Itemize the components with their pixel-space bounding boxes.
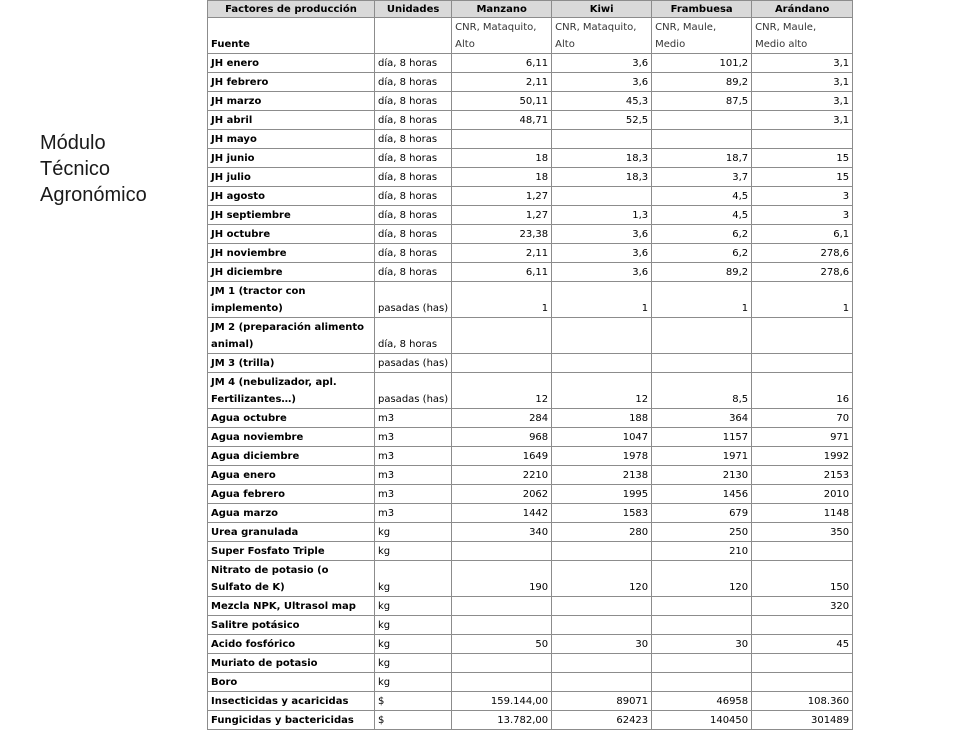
cell-manzano: 12 — [452, 373, 552, 409]
cell-unit: kg — [375, 616, 452, 635]
cell-kiwi: 62423 — [552, 711, 652, 730]
cell-kiwi — [552, 354, 652, 373]
cell-unit: día, 8 horas — [375, 263, 452, 282]
cell-label: Agua octubre — [208, 409, 375, 428]
cell-manzano: 50,11 — [452, 92, 552, 111]
cell-frambuesa: 8,5 — [652, 373, 752, 409]
table-row — [208, 466, 853, 485]
cell-arandano: 1148 — [752, 504, 853, 523]
cell-kiwi: 18,3 — [552, 168, 652, 187]
cell-kiwi: 3,6 — [552, 54, 652, 73]
header-kiwi: Kiwi — [552, 1, 652, 18]
source-arandano: CNR, Maule, Medio alto — [752, 18, 853, 54]
cell-label: JH julio — [208, 168, 375, 187]
cell-arandano — [752, 318, 853, 354]
cell-frambuesa: 679 — [652, 504, 752, 523]
cell-label: JH febrero — [208, 73, 375, 92]
cell-frambuesa — [652, 597, 752, 616]
table-row — [208, 447, 853, 466]
cell-arandano: 3 — [752, 206, 853, 225]
cell-label: JH diciembre — [208, 263, 375, 282]
table-row — [208, 409, 853, 428]
table-row — [208, 616, 853, 635]
cell-unit: pasadas (has) — [375, 282, 452, 318]
cell-manzano: 2,11 — [452, 73, 552, 92]
cell-manzano: 13.782,00 — [452, 711, 552, 730]
cell-arandano: 15 — [752, 168, 853, 187]
cell-manzano: 1649 — [452, 447, 552, 466]
cell-label: JM 3 (trilla) — [208, 354, 375, 373]
cell-label: JM 4 (nebulizador, apl. Fertilizantes…) — [208, 373, 375, 409]
cell-unit: kg — [375, 561, 452, 597]
cell-kiwi: 120 — [552, 561, 652, 597]
cell-manzano: 48,71 — [452, 111, 552, 130]
cell-kiwi: 3,6 — [552, 244, 652, 263]
cell-label: Agua noviembre — [208, 428, 375, 447]
table-row — [208, 168, 853, 187]
cell-label: Agua marzo — [208, 504, 375, 523]
cell-arandano — [752, 673, 853, 692]
table-row — [208, 542, 853, 561]
cell-arandano: 70 — [752, 409, 853, 428]
table-row — [208, 92, 853, 111]
cell-unit: día, 8 horas — [375, 130, 452, 149]
cell-manzano — [452, 542, 552, 561]
module-title-line-3: Agronómico — [40, 184, 147, 206]
source-kiwi: CNR, Mataquito, Alto — [552, 18, 652, 54]
cell-manzano: 50 — [452, 635, 552, 654]
cell-label: JH abril — [208, 111, 375, 130]
cell-arandano: 3 — [752, 187, 853, 206]
cell-frambuesa: 87,5 — [652, 92, 752, 111]
cell-label: Muriato de potasio — [208, 654, 375, 673]
cell-arandano: 971 — [752, 428, 853, 447]
cell-frambuesa: 364 — [652, 409, 752, 428]
cell-frambuesa — [652, 318, 752, 354]
cell-arandano: 3,1 — [752, 54, 853, 73]
source-frambuesa: CNR, Maule, Medio — [652, 18, 752, 54]
cell-kiwi: 1978 — [552, 447, 652, 466]
cell-kiwi: 1047 — [552, 428, 652, 447]
cell-arandano: 301489 — [752, 711, 853, 730]
cell-kiwi: 30 — [552, 635, 652, 654]
cell-manzano: 159.144,00 — [452, 692, 552, 711]
cell-arandano: 3,1 — [752, 92, 853, 111]
cell-kiwi: 18,3 — [552, 149, 652, 168]
cell-label: JM 2 (preparación alimento animal) — [208, 318, 375, 354]
module-title-line-2: Técnico — [40, 158, 111, 180]
source-row — [208, 18, 853, 54]
table-row — [208, 244, 853, 263]
cell-manzano: 2210 — [452, 466, 552, 485]
cell-kiwi — [552, 187, 652, 206]
cell-manzano: 18 — [452, 149, 552, 168]
cell-arandano: 108.360 — [752, 692, 853, 711]
source-manzano: CNR, Mataquito, Alto — [452, 18, 552, 54]
cell-frambuesa: 2130 — [652, 466, 752, 485]
cell-manzano — [452, 354, 552, 373]
cell-frambuesa — [652, 111, 752, 130]
cell-kiwi — [552, 616, 652, 635]
table-row — [208, 206, 853, 225]
cell-unit: día, 8 horas — [375, 244, 452, 263]
cell-arandano: 15 — [752, 149, 853, 168]
cell-label: Fungicidas y bactericidas — [208, 711, 375, 730]
cell-frambuesa: 6,2 — [652, 225, 752, 244]
cell-unit: m3 — [375, 409, 452, 428]
cell-unit: kg — [375, 597, 452, 616]
cell-manzano: 1 — [452, 282, 552, 318]
cell-frambuesa: 1157 — [652, 428, 752, 447]
cell-arandano: 278,6 — [752, 244, 853, 263]
cell-kiwi: 52,5 — [552, 111, 652, 130]
cell-label: Urea granulada — [208, 523, 375, 542]
cell-unit: kg — [375, 523, 452, 542]
cell-manzano: 340 — [452, 523, 552, 542]
table-row — [208, 373, 853, 409]
cell-kiwi: 12 — [552, 373, 652, 409]
cell-unit: m3 — [375, 466, 452, 485]
cell-arandano: 2153 — [752, 466, 853, 485]
cell-arandano: 1 — [752, 282, 853, 318]
table-row — [208, 654, 853, 673]
cell-arandano: 2010 — [752, 485, 853, 504]
cell-frambuesa: 120 — [652, 561, 752, 597]
cell-label: JH enero — [208, 54, 375, 73]
cell-unit: día, 8 horas — [375, 54, 452, 73]
table-row — [208, 149, 853, 168]
cell-frambuesa: 101,2 — [652, 54, 752, 73]
cell-arandano: 3,1 — [752, 73, 853, 92]
cell-manzano: 190 — [452, 561, 552, 597]
cell-manzano — [452, 616, 552, 635]
header-manzano: Manzano — [452, 1, 552, 18]
table-row — [208, 523, 853, 542]
cell-kiwi — [552, 542, 652, 561]
cell-frambuesa: 30 — [652, 635, 752, 654]
cell-frambuesa: 1456 — [652, 485, 752, 504]
cell-label: JH octubre — [208, 225, 375, 244]
cell-kiwi — [552, 673, 652, 692]
cell-manzano: 18 — [452, 168, 552, 187]
cell-frambuesa: 1971 — [652, 447, 752, 466]
cell-frambuesa — [652, 654, 752, 673]
cell-frambuesa — [652, 354, 752, 373]
table-row — [208, 225, 853, 244]
cell-label: Agua enero — [208, 466, 375, 485]
cell-manzano: 1,27 — [452, 206, 552, 225]
cell-frambuesa: 18,7 — [652, 149, 752, 168]
cell-frambuesa — [652, 616, 752, 635]
cell-label: JH junio — [208, 149, 375, 168]
table-row — [208, 561, 853, 597]
cell-unit: kg — [375, 654, 452, 673]
cell-arandano: 6,1 — [752, 225, 853, 244]
production-factors-table — [207, 0, 853, 730]
cell-label: Insecticidas y acaricidas — [208, 692, 375, 711]
cell-manzano: 1,27 — [452, 187, 552, 206]
cell-kiwi: 1,3 — [552, 206, 652, 225]
cell-frambuesa: 1 — [652, 282, 752, 318]
cell-arandano — [752, 542, 853, 561]
cell-label: Agua febrero — [208, 485, 375, 504]
cell-label: JH agosto — [208, 187, 375, 206]
cell-unit: $ — [375, 711, 452, 730]
cell-arandano — [752, 354, 853, 373]
source-unit — [375, 18, 452, 54]
cell-manzano: 968 — [452, 428, 552, 447]
cell-label: JM 1 (tractor con implemento) — [208, 282, 375, 318]
cell-kiwi: 188 — [552, 409, 652, 428]
cell-frambuesa: 250 — [652, 523, 752, 542]
cell-manzano — [452, 597, 552, 616]
cell-unit: m3 — [375, 485, 452, 504]
cell-manzano: 6,11 — [452, 54, 552, 73]
cell-frambuesa: 140450 — [652, 711, 752, 730]
source-label: Fuente — [208, 18, 375, 54]
cell-unit: día, 8 horas — [375, 225, 452, 244]
cell-kiwi — [552, 130, 652, 149]
cell-kiwi: 3,6 — [552, 225, 652, 244]
cell-kiwi: 1583 — [552, 504, 652, 523]
table-row — [208, 73, 853, 92]
header-frambuesa: Frambuesa — [652, 1, 752, 18]
table-row — [208, 282, 853, 318]
cell-unit: pasadas (has) — [375, 373, 452, 409]
cell-arandano: 350 — [752, 523, 853, 542]
cell-frambuesa: 6,2 — [652, 244, 752, 263]
cell-kiwi: 280 — [552, 523, 652, 542]
cell-arandano: 150 — [752, 561, 853, 597]
cell-frambuesa: 89,2 — [652, 263, 752, 282]
cell-unit: día, 8 horas — [375, 92, 452, 111]
table-row — [208, 111, 853, 130]
cell-arandano: 45 — [752, 635, 853, 654]
cell-frambuesa — [652, 673, 752, 692]
cell-label: Boro — [208, 673, 375, 692]
cell-manzano: 284 — [452, 409, 552, 428]
table-row — [208, 504, 853, 523]
cell-unit: m3 — [375, 447, 452, 466]
cell-kiwi: 1995 — [552, 485, 652, 504]
table-row — [208, 187, 853, 206]
cell-unit: m3 — [375, 504, 452, 523]
cell-manzano: 2062 — [452, 485, 552, 504]
module-title — [40, 130, 190, 208]
cell-arandano: 16 — [752, 373, 853, 409]
cell-unit: día, 8 horas — [375, 318, 452, 354]
table-row — [208, 711, 853, 730]
cell-kiwi — [552, 654, 652, 673]
table-row — [208, 263, 853, 282]
table-row — [208, 692, 853, 711]
cell-arandano: 278,6 — [752, 263, 853, 282]
cell-unit: kg — [375, 673, 452, 692]
cell-unit: día, 8 horas — [375, 149, 452, 168]
cell-kiwi: 1 — [552, 282, 652, 318]
header-unidades: Unidades — [375, 1, 452, 18]
cell-unit: pasadas (has) — [375, 354, 452, 373]
cell-arandano: 3,1 — [752, 111, 853, 130]
cell-label: JH marzo — [208, 92, 375, 111]
cell-frambuesa: 3,7 — [652, 168, 752, 187]
cell-label: JH septiembre — [208, 206, 375, 225]
cell-label: Agua diciembre — [208, 447, 375, 466]
cell-kiwi: 3,6 — [552, 263, 652, 282]
cell-kiwi: 2138 — [552, 466, 652, 485]
table-row — [208, 635, 853, 654]
cell-label: Nitrato de potasio (o Sulfato de K) — [208, 561, 375, 597]
cell-arandano — [752, 130, 853, 149]
cell-unit: día, 8 horas — [375, 206, 452, 225]
cell-frambuesa: 89,2 — [652, 73, 752, 92]
cell-label: Salitre potásico — [208, 616, 375, 635]
cell-arandano: 320 — [752, 597, 853, 616]
cell-unit: $ — [375, 692, 452, 711]
cell-manzano: 23,38 — [452, 225, 552, 244]
cell-kiwi: 45,3 — [552, 92, 652, 111]
cell-manzano — [452, 654, 552, 673]
cell-kiwi: 89071 — [552, 692, 652, 711]
cell-arandano — [752, 654, 853, 673]
cell-label: Acido fosfórico — [208, 635, 375, 654]
cell-frambuesa: 210 — [652, 542, 752, 561]
cell-label: JH noviembre — [208, 244, 375, 263]
table-row — [208, 318, 853, 354]
cell-manzano: 6,11 — [452, 263, 552, 282]
cell-manzano: 1442 — [452, 504, 552, 523]
cell-frambuesa — [652, 130, 752, 149]
cell-manzano — [452, 318, 552, 354]
cell-manzano — [452, 673, 552, 692]
cell-unit: kg — [375, 635, 452, 654]
cell-kiwi — [552, 597, 652, 616]
cell-frambuesa: 4,5 — [652, 206, 752, 225]
cell-arandano: 1992 — [752, 447, 853, 466]
table-row — [208, 673, 853, 692]
module-title-line-1: Módulo — [40, 132, 106, 154]
table-row — [208, 54, 853, 73]
cell-manzano — [452, 130, 552, 149]
table-row — [208, 354, 853, 373]
cell-unit: m3 — [375, 428, 452, 447]
cell-kiwi — [552, 318, 652, 354]
cell-frambuesa: 46958 — [652, 692, 752, 711]
cell-label: Super Fosfato Triple — [208, 542, 375, 561]
cell-manzano: 2,11 — [452, 244, 552, 263]
cell-frambuesa: 4,5 — [652, 187, 752, 206]
table-row — [208, 130, 853, 149]
table-header-row — [208, 1, 853, 18]
table-row — [208, 485, 853, 504]
cell-unit: día, 8 horas — [375, 111, 452, 130]
header-factores: Factores de producción — [208, 1, 375, 18]
cell-unit: kg — [375, 542, 452, 561]
cell-arandano — [752, 616, 853, 635]
table-row — [208, 597, 853, 616]
table-row — [208, 428, 853, 447]
cell-label: JH mayo — [208, 130, 375, 149]
cell-label: Mezcla NPK, Ultrasol map — [208, 597, 375, 616]
cell-unit: día, 8 horas — [375, 168, 452, 187]
cell-kiwi: 3,6 — [552, 73, 652, 92]
cell-unit: día, 8 horas — [375, 73, 452, 92]
header-arandano: Arándano — [752, 1, 853, 18]
cell-unit: día, 8 horas — [375, 187, 452, 206]
